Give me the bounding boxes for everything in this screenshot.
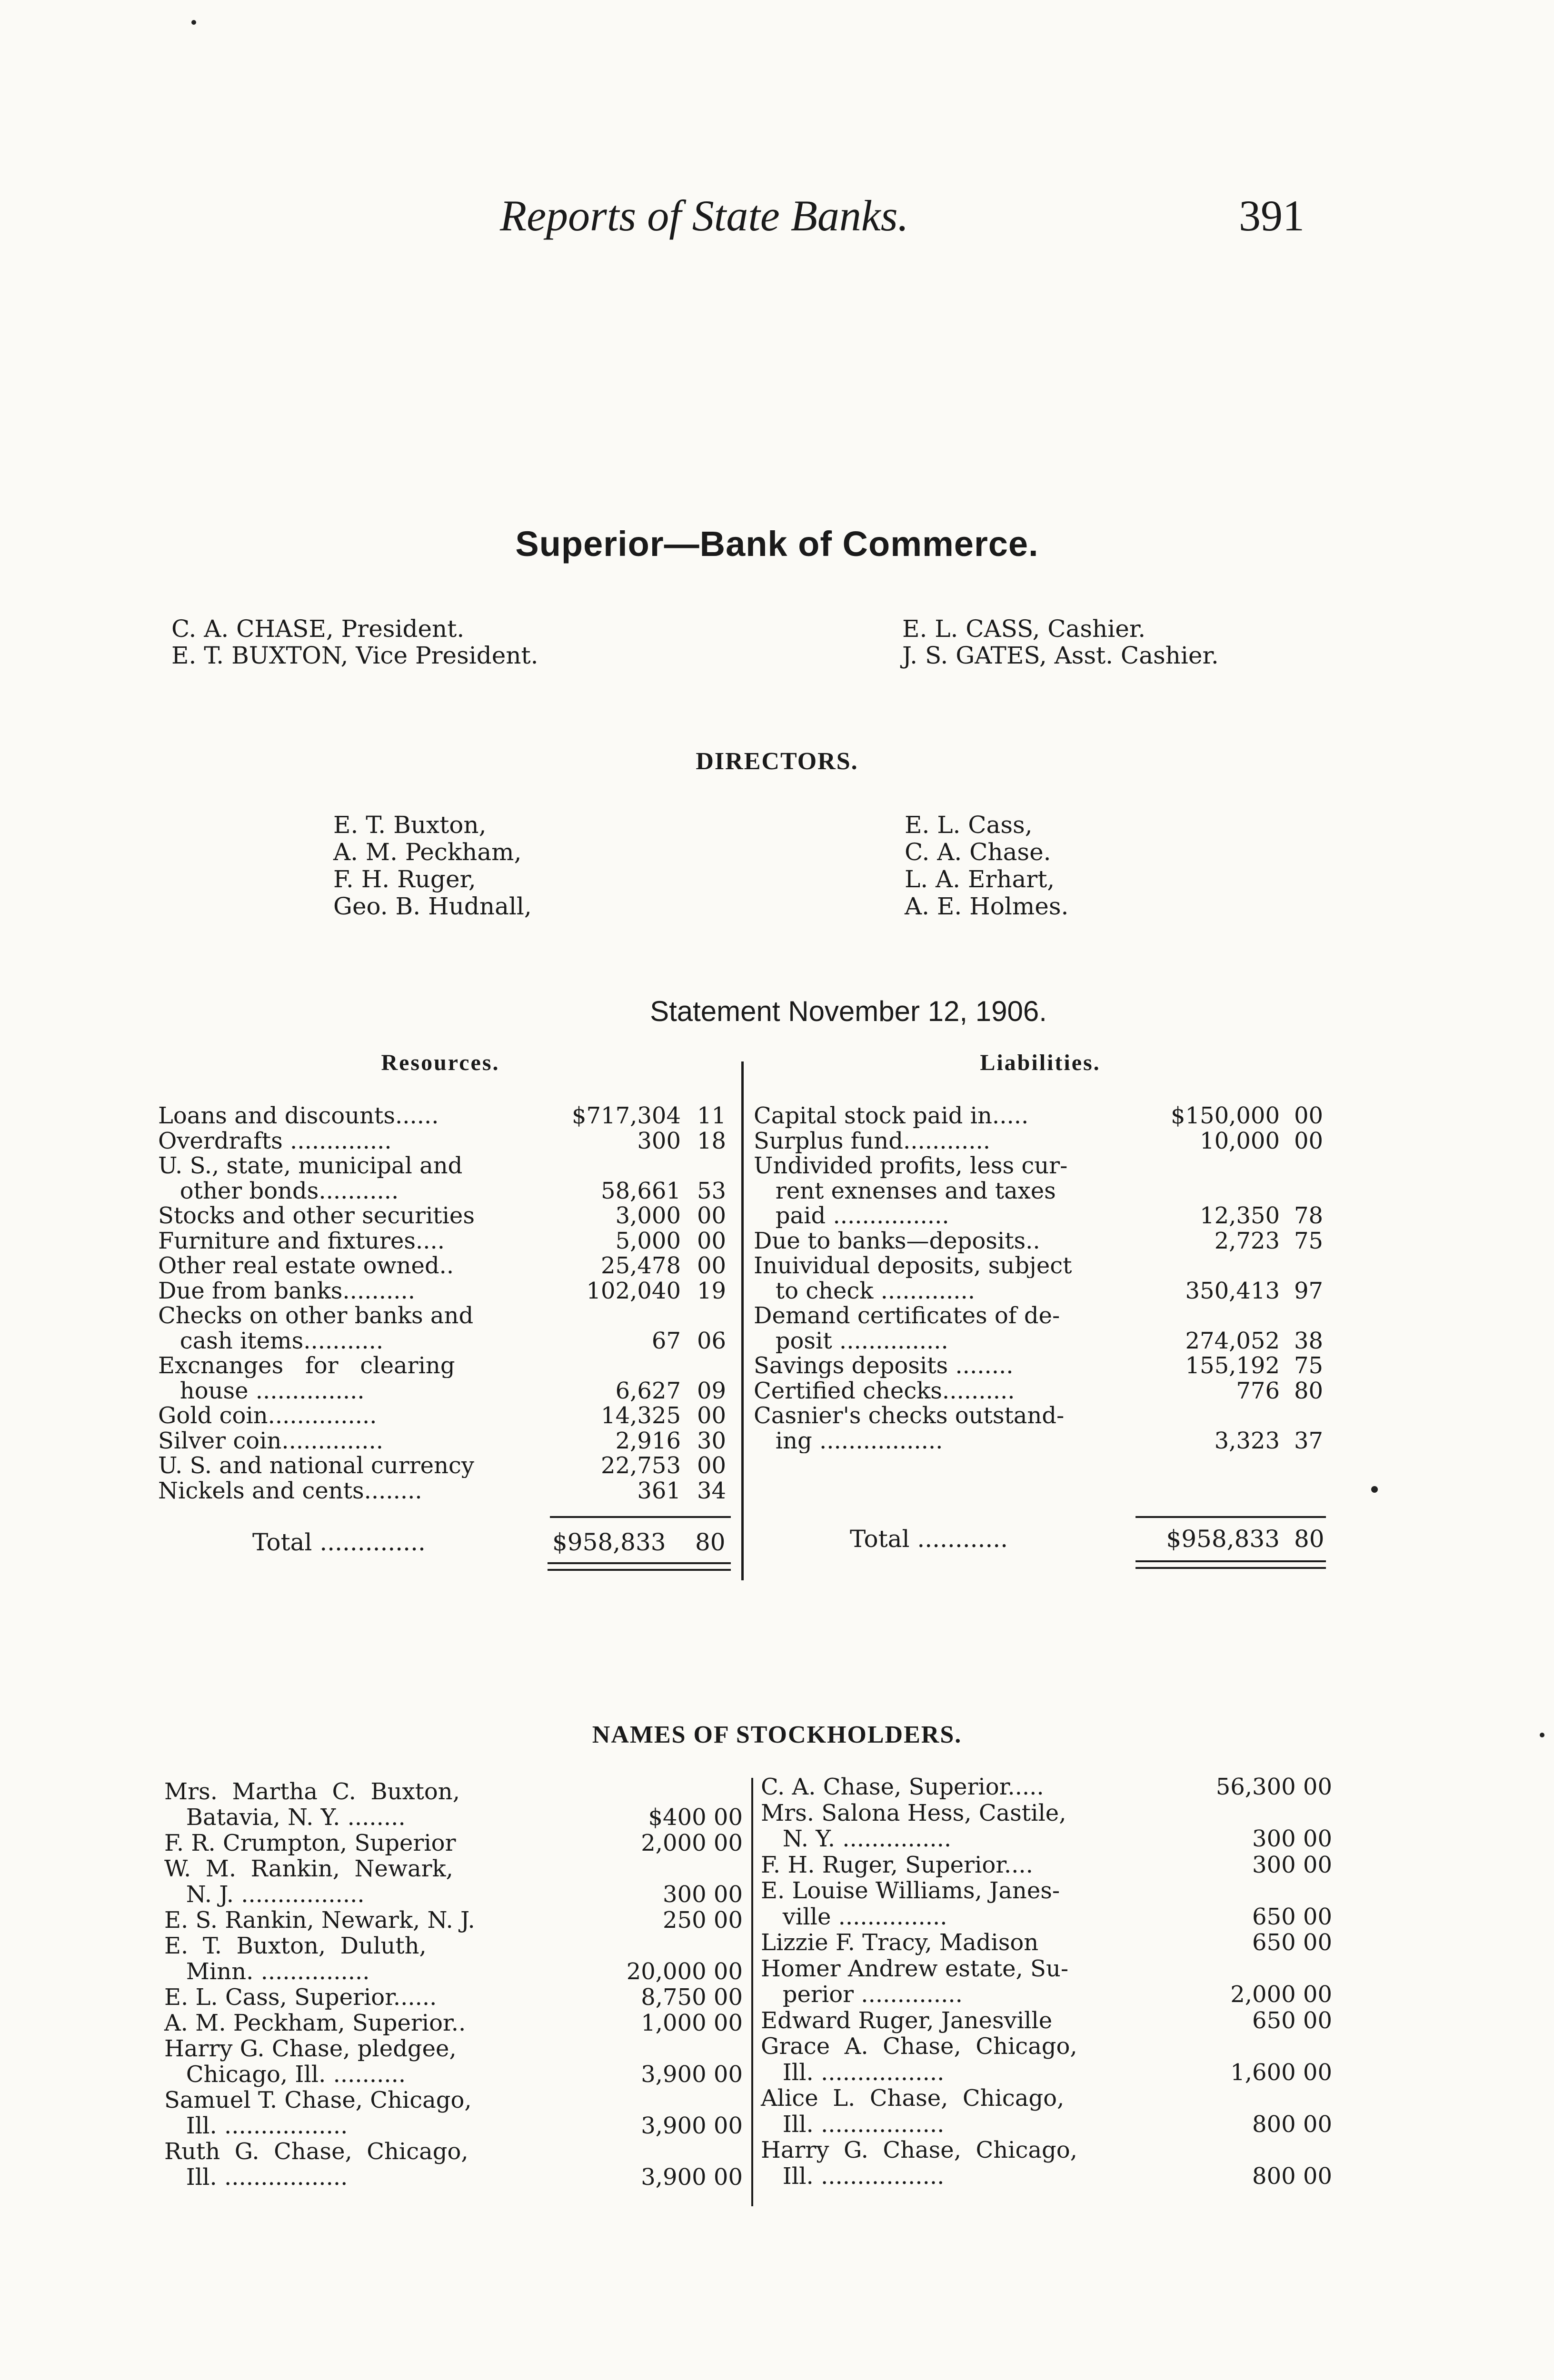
- row-label: Casnier's checks outstand-: [754, 1403, 1065, 1428]
- stockholder-row: [761, 2112, 1332, 2137]
- director-name: A. M. Peckham,: [333, 838, 522, 866]
- stockholder-row: [164, 2113, 743, 2138]
- row-label: cash items...........: [158, 1328, 384, 1353]
- row-cents: 18: [697, 1127, 727, 1154]
- row-label: Nickels and cents........: [158, 1478, 422, 1503]
- row-cents: 06: [697, 1327, 727, 1354]
- statement-row: [158, 1229, 730, 1253]
- stockholder-row: [164, 1959, 743, 1984]
- statement-row: [158, 1478, 730, 1503]
- row-dollars: 22,753: [601, 1452, 681, 1479]
- row-dollars: 2,723: [1214, 1227, 1280, 1254]
- row-dollars: 5,000: [615, 1227, 681, 1254]
- stockholder-name: A. M. Peckham, Superior..: [164, 2010, 466, 2036]
- stockholder-amount: 2,000 00: [641, 1830, 743, 1856]
- stockholder-name: E. T. Buxton, Duluth,: [164, 1933, 427, 1959]
- row-cents: 37: [1294, 1427, 1324, 1454]
- stockholder-name: Mrs. Martha C. Buxton,: [164, 1778, 460, 1805]
- row-cents: 19: [697, 1277, 727, 1304]
- stockholder-amount: 650 00: [1252, 1903, 1332, 1930]
- statement-row: [158, 1303, 730, 1328]
- resources-total-cents: 80: [695, 1528, 726, 1556]
- statement-row: [754, 1353, 1327, 1378]
- stockholder-name: E. Louise Williams, Janes-: [761, 1877, 1060, 1904]
- row-cents: 80: [1294, 1377, 1324, 1404]
- row-dollars: 14,325: [601, 1402, 681, 1429]
- row-dollars: 6,627: [615, 1377, 681, 1404]
- statement-row: [754, 1229, 1327, 1253]
- statement-row: [158, 1378, 730, 1403]
- stockholder-row: [164, 2062, 743, 2087]
- row-cents: 00: [697, 1202, 727, 1229]
- stockholder-name: F. H. Ruger, Superior....: [761, 1851, 1033, 1878]
- resources-heading: Resources.: [381, 1050, 500, 1075]
- row-cents: 97: [1294, 1277, 1324, 1304]
- officer-president: C. A. CHASE, President.: [171, 615, 465, 643]
- statement-row: [754, 1153, 1327, 1178]
- row-cents: 78: [1294, 1202, 1324, 1229]
- row-label: U. S., state, municipal and: [158, 1153, 463, 1178]
- stockholder-row: [164, 1805, 743, 1830]
- row-cents: 00: [697, 1452, 727, 1479]
- stockholder-name: Edward Ruger, Janesville: [761, 2007, 1053, 2034]
- row-label: Demand certificates of de-: [754, 1303, 1060, 1328]
- stockholder-row: [164, 2165, 743, 2190]
- row-label: Overdrafts ..............: [158, 1128, 392, 1153]
- stockholder-amount: 1,000 00: [641, 2010, 743, 2036]
- resources-total-rule: [550, 1516, 731, 1518]
- row-cents: 00: [697, 1227, 727, 1254]
- row-label: other bonds...........: [158, 1178, 399, 1203]
- stockholder-row: [164, 1779, 743, 1804]
- row-label: Stocks and other securities: [158, 1203, 475, 1228]
- row-label: Furniture and fixtures....: [158, 1228, 445, 1253]
- statement-row: [158, 1428, 730, 1453]
- stockholder-name: Ill. .................: [761, 2059, 945, 2086]
- stockholder-row: [164, 1856, 743, 1881]
- print-speck: [1540, 1733, 1544, 1737]
- stockholder-row: [164, 1985, 743, 2010]
- stockholder-amount: 2,000 00: [1230, 1981, 1332, 2008]
- stockholder-amount: 56,300 00: [1215, 1774, 1332, 1800]
- stockholder-row: [761, 2138, 1332, 2162]
- row-cents: 34: [697, 1477, 727, 1504]
- row-dollars: 67: [651, 1327, 681, 1354]
- statement-row: [158, 1153, 730, 1178]
- row-dollars: 274,052: [1185, 1327, 1280, 1354]
- stockholder-row: [761, 1982, 1332, 2007]
- stockholder-name: Ill. .................: [761, 2162, 945, 2190]
- stockholder-row: [164, 1908, 743, 1933]
- stockholder-name: perior ..............: [761, 1981, 963, 2008]
- statement-row: [158, 1329, 730, 1353]
- row-label: Due from banks..........: [158, 1278, 415, 1303]
- stockholders-divider: [751, 1778, 753, 2206]
- row-cents: 75: [1294, 1352, 1324, 1379]
- stockholder-name: Alice L. Chase, Chicago,: [761, 2085, 1065, 2112]
- row-cents: 00: [1294, 1127, 1324, 1154]
- stockholder-row: [761, 1878, 1332, 1903]
- liabilities-total-dollars: $958,833: [1166, 1525, 1280, 1553]
- row-label: posit ...............: [754, 1328, 948, 1353]
- row-dollars: 102,040: [586, 1277, 681, 1304]
- row-label: Certified checks..........: [754, 1378, 1015, 1403]
- row-dollars: 12,350: [1200, 1202, 1280, 1229]
- row-dollars: 58,661: [601, 1177, 681, 1204]
- stockholder-amount: 20,000 00: [626, 1958, 743, 1985]
- stockholder-amount: $400 00: [648, 1804, 743, 1831]
- row-dollars: 10,000: [1200, 1127, 1280, 1154]
- director-name: F. H. Ruger,: [333, 865, 476, 893]
- statement-row: [158, 1103, 730, 1128]
- row-cents: 38: [1294, 1327, 1324, 1354]
- statement-row: [158, 1353, 730, 1378]
- statement-title: Statement November 12, 1906.: [650, 995, 1047, 1027]
- running-title: Reports of State Banks.: [500, 191, 909, 240]
- row-cents: 00: [697, 1402, 727, 1429]
- liabilities-total-cents: 80: [1294, 1525, 1325, 1553]
- row-dollars: 25,478: [601, 1252, 681, 1279]
- stockholder-name: Lizzie F. Tracy, Madison: [761, 1929, 1039, 1956]
- statement-row: [158, 1453, 730, 1478]
- stockholder-row: [761, 1853, 1332, 1877]
- stockholders-heading: NAMES OF STOCKHOLDERS.: [592, 1721, 962, 1748]
- row-dollars: 3,323: [1214, 1427, 1280, 1454]
- statement-row: [158, 1129, 730, 1153]
- row-label: Due to banks—deposits..: [754, 1228, 1040, 1253]
- stockholder-row: [164, 2036, 743, 2061]
- stockholder-amount: 300 00: [1252, 1825, 1332, 1852]
- statement-row: [158, 1279, 730, 1303]
- stockholder-row: [164, 1882, 743, 1907]
- stockholder-row: [761, 1956, 1332, 1981]
- liabilities-total-rule: [1136, 1516, 1326, 1518]
- stockholder-row: [164, 2011, 743, 2035]
- stockholder-row: [761, 1801, 1332, 1825]
- stockholder-row: [761, 2060, 1332, 2085]
- stockholder-name: E. S. Rankin, Newark, N. J.: [164, 1907, 475, 1934]
- stockholder-amount: 3,900 00: [641, 2164, 743, 2191]
- officer-cashier: E. L. CASS, Cashier.: [902, 615, 1146, 643]
- stockholder-amount: 3,900 00: [641, 2061, 743, 2088]
- stockholder-row: [164, 1831, 743, 1855]
- row-label: to check .............: [754, 1278, 975, 1303]
- director-name: A. E. Holmes.: [905, 892, 1069, 920]
- statement-row: [754, 1329, 1327, 1353]
- row-label: Surplus fund............: [754, 1128, 991, 1153]
- stockholder-amount: 650 00: [1252, 2007, 1332, 2034]
- stockholder-amount: 300 00: [1252, 1851, 1332, 1878]
- bank-title: Superior—Bank of Commerce.: [515, 524, 1039, 564]
- directors-left: [333, 812, 532, 920]
- stockholder-row: [761, 2086, 1332, 2111]
- liabilities-double-rule: [1136, 1560, 1326, 1569]
- director-name: L. A. Erhart,: [905, 865, 1055, 893]
- directors-right: [905, 812, 1068, 920]
- statement-row: [754, 1103, 1327, 1128]
- stockholder-name: N. Y. ...............: [761, 1825, 952, 1852]
- row-dollars: 2,916: [615, 1427, 681, 1454]
- row-label: Loans and discounts......: [158, 1103, 439, 1128]
- row-label: Excnanges for clearing: [158, 1353, 455, 1378]
- column-divider: [741, 1061, 744, 1580]
- stockholder-name: Ruth G. Chase, Chicago,: [164, 2138, 468, 2165]
- stockholder-row: [164, 1934, 743, 1958]
- row-dollars: 350,413: [1185, 1277, 1280, 1304]
- statement-row: [754, 1378, 1327, 1403]
- stockholder-name: Ill. .................: [164, 2164, 348, 2191]
- stockholder-amount: 250 00: [663, 1907, 743, 1934]
- resources-double-rule: [548, 1562, 731, 1571]
- stockholder-name: Grace A. Chase, Chicago,: [761, 2033, 1077, 2060]
- stockholder-amount: 650 00: [1252, 1929, 1332, 1956]
- stockholder-row: [761, 1904, 1332, 1929]
- print-speck: [191, 20, 196, 25]
- statement-row: [754, 1253, 1327, 1278]
- stockholder-row: [164, 2139, 743, 2164]
- officer-asst-cashier: J. S. GATES, Asst. Cashier.: [902, 642, 1219, 669]
- row-label: Inuividual deposits, subject: [754, 1253, 1072, 1278]
- statement-row: [754, 1129, 1327, 1153]
- row-label: rent exnenses and taxes: [754, 1178, 1056, 1203]
- row-label: U. S. and national currency: [158, 1453, 474, 1478]
- stockholder-amount: 8,750 00: [641, 1984, 743, 2011]
- stockholder-name: Samuel T. Chase, Chicago,: [164, 2087, 472, 2113]
- row-dollars: 361: [637, 1477, 681, 1504]
- row-label: Gold coin...............: [158, 1403, 377, 1428]
- statement-row: [754, 1279, 1327, 1303]
- stockholder-name: E. L. Cass, Superior......: [164, 1984, 437, 2011]
- stockholder-name: F. R. Crumpton, Superior: [164, 1830, 456, 1856]
- stockholder-name: Mrs. Salona Hess, Castile,: [761, 1799, 1066, 1826]
- row-dollars: $717,304: [571, 1102, 681, 1129]
- officer-vice-president: E. T. BUXTON, Vice President.: [171, 642, 538, 669]
- row-label: Savings deposits ........: [754, 1353, 1014, 1378]
- statement-row: [158, 1403, 730, 1428]
- statement-row: [754, 1203, 1327, 1228]
- stockholder-name: Ill. .................: [761, 2111, 945, 2138]
- row-cents: 53: [697, 1177, 727, 1204]
- row-label: ing .................: [754, 1428, 943, 1453]
- statement-row: [754, 1179, 1327, 1203]
- stockholder-name: Harry G. Chase, Chicago,: [761, 2137, 1077, 2163]
- stockholder-row: [761, 1775, 1332, 1799]
- director-name: E. L. Cass,: [905, 811, 1033, 839]
- directors-heading: DIRECTORS.: [696, 748, 858, 775]
- row-label: Silver coin..............: [158, 1428, 383, 1453]
- row-label: Undivided profits, less cur-: [754, 1153, 1068, 1178]
- row-dollars: 3,000: [615, 1202, 681, 1229]
- statement-row: [158, 1253, 730, 1278]
- row-cents: 09: [697, 1377, 727, 1404]
- row-cents: 00: [1294, 1102, 1324, 1129]
- stockholder-amount: 3,900 00: [641, 2112, 743, 2139]
- row-cents: 30: [697, 1427, 727, 1454]
- row-label: Checks on other banks and: [158, 1303, 474, 1328]
- row-label: house ...............: [158, 1378, 365, 1403]
- row-dollars: $150,000: [1170, 1102, 1280, 1129]
- row-dollars: 776: [1236, 1377, 1280, 1404]
- row-dollars: 155,192: [1185, 1352, 1280, 1379]
- row-cents: 00: [697, 1252, 727, 1279]
- director-name: Geo. B. Hudnall,: [333, 892, 532, 920]
- row-cents: 11: [697, 1102, 727, 1129]
- stockholder-name: Minn. ...............: [164, 1958, 370, 1985]
- statement-row: [158, 1179, 730, 1203]
- resources-total-label: Total ..............: [252, 1528, 426, 1556]
- row-label: Other real estate owned..: [158, 1253, 454, 1278]
- director-name: C. A. Chase.: [905, 838, 1051, 866]
- liabilities-total-label: Total ............: [850, 1525, 1008, 1553]
- stockholder-name: C. A. Chase, Superior.....: [761, 1774, 1044, 1800]
- resources-total-dollars: $958,833: [552, 1528, 666, 1556]
- stockholder-amount: 800 00: [1252, 2111, 1332, 2138]
- stockholder-name: Batavia, N. Y. ........: [164, 1804, 406, 1831]
- statement-row: [754, 1303, 1327, 1328]
- stockholder-amount: 1,600 00: [1230, 2059, 1332, 2086]
- row-label: paid ................: [754, 1203, 949, 1228]
- stockholder-row: [761, 2008, 1332, 2033]
- print-speck: [1371, 1486, 1378, 1493]
- statement-row: [754, 1428, 1327, 1453]
- liabilities-heading: Liabilities.: [980, 1050, 1101, 1075]
- page-number: 391: [1239, 191, 1305, 240]
- stockholder-name: Ill. .................: [164, 2112, 348, 2139]
- stockholder-amount: 300 00: [663, 1881, 743, 1908]
- row-dollars: 300: [637, 1127, 681, 1154]
- stockholder-row: [761, 2164, 1332, 2189]
- stockholder-name: ville ...............: [761, 1903, 947, 1930]
- stockholder-name: Chicago, Ill. ..........: [164, 2061, 406, 2088]
- director-name: E. T. Buxton,: [333, 811, 487, 839]
- row-label: Capital stock paid in.....: [754, 1103, 1029, 1128]
- stockholder-name: Homer Andrew estate, Su-: [761, 1955, 1069, 1982]
- stockholder-row: [761, 2034, 1332, 2059]
- stockholder-amount: 800 00: [1252, 2162, 1332, 2190]
- row-cents: 75: [1294, 1227, 1324, 1254]
- stockholder-name: W. M. Rankin, Newark,: [164, 1855, 453, 1882]
- stockholder-name: Harry G. Chase, pledgee,: [164, 2035, 457, 2062]
- stockholder-row: [761, 1826, 1332, 1851]
- statement-row: [754, 1403, 1327, 1428]
- stockholder-row: [164, 2088, 743, 2112]
- stockholder-name: N. J. .................: [164, 1881, 365, 1908]
- stockholder-row: [761, 1930, 1332, 1955]
- statement-row: [158, 1203, 730, 1228]
